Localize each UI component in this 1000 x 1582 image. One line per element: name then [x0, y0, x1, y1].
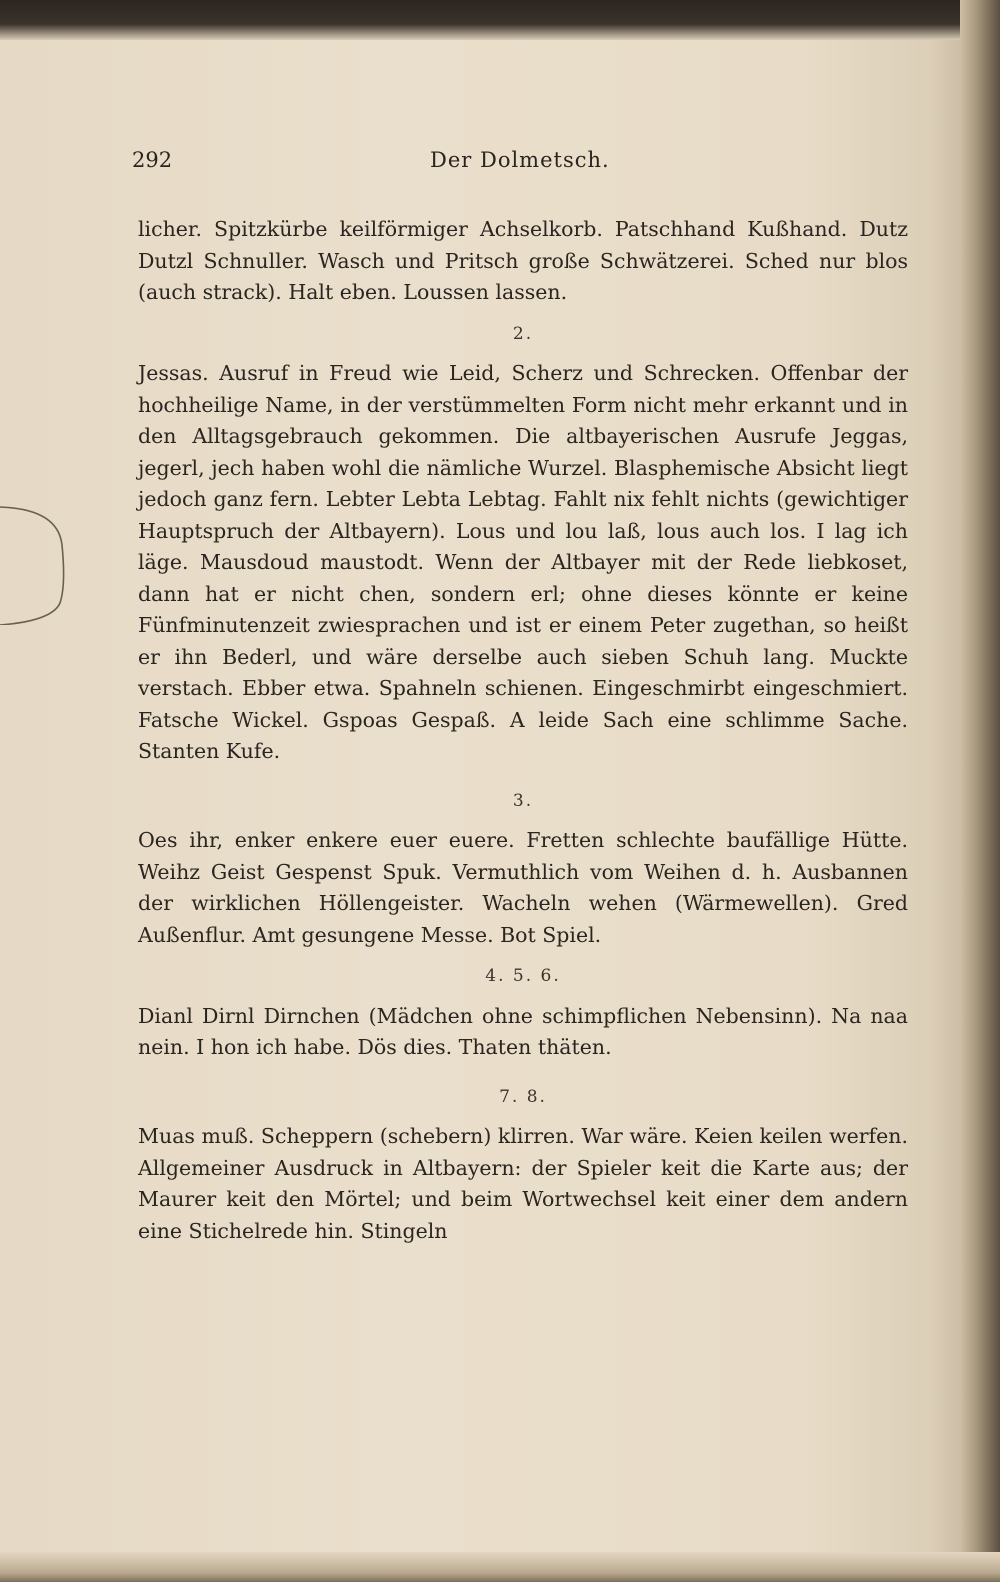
- book-spine-edge: [960, 0, 1000, 1582]
- section-number: 7. 8.: [499, 1086, 547, 1107]
- paragraph: Jessas. Ausruf in Freud wie Leid, Scherz und Schrecken. Offenbar der hochheilige Name, in der verstümmelten Form nicht mehr erkannt und in den Alltagsgebrauch gekommen. Die altbayerischen Ausrufe Jeggas, jegerl, jech haben wohl die nämliche Wurzel. Blasphemische Absicht liegt jedoch ganz fern. Lebter Lebta Lebtag. Fahlt nix fehlt nichts (gewichtiger Hauptspruch der Altbayern). Lous und lou laß, lous auch los. I lag ich läge. Mausdoud maustodt. Wenn der Altbayer mit der Rede liebkoset, dann hat er nicht chen, sondern erl; ohne dieses könnte er keine Fünfminutenzeit zwiesprachen und ist er einem Peter zugethan, so heißt er ihn Bederl, und wäre derselbe auch sieben Schuh lang. Muckte verstach. Ebber etwa. Spahneln schienen. Eingeschmirbt eingeschmiert. Fatsche Wickel. Gspoas Gespaß. A leide Sach eine schlimme Sache. Stanten Kufe.: [138, 361, 908, 763]
- paragraph: Dianl Dirnl Dirnchen (Mädchen ohne schimpflichen Nebensinn). Na naa nein. I hon ich habe. Dös dies. Thaten thäten.: [138, 1003, 908, 1059]
- running-title: Der Dolmetsch.: [430, 148, 610, 172]
- body-text: [138, 214, 908, 1247]
- page-number: 292: [132, 148, 173, 172]
- paragraph-continuation: licher. Spitzkürbe keilförmiger Achselkorb. Patschhand Kußhand. Dutz Dutzl Schnuller. Wasch und Pritsch große Schwätzerei. Sched nur blos (auch strack). Halt eben. Loussen lassen.: [138, 217, 908, 304]
- section-number: 3.: [512, 790, 534, 811]
- section-number: 2.: [512, 323, 534, 344]
- page-header: [132, 148, 892, 180]
- pencil-bracket-mark: [0, 505, 72, 625]
- paragraph: Muas muß. Scheppern (schebern) klirren. War wäre. Keien keilen werfen. Allgemeiner Ausdruck in Altbayern: der Spieler keit die Karte aus; der Maurer keit den Mörtel; und beim Wortwechsel keit einer dem andern eine Stichelrede hin. Stingeln: [138, 1124, 908, 1243]
- book-bottom-edge: [0, 1552, 1000, 1582]
- section-number: 4. 5. 6.: [485, 966, 561, 986]
- paragraph: Oes ihr, enker enkere euer euere. Fretten schlechte baufällige Hütte. Weihz Geist Gespenst Spuk. Vermuthlich vom Weihen d. h. Ausbannen der wirklichen Höllengeister. Wacheln wehen (Wärmewellen). Gred Außenflur. Amt gesungene Messe. Bot Spiel.: [138, 828, 908, 947]
- book-top-edge: [0, 0, 1000, 40]
